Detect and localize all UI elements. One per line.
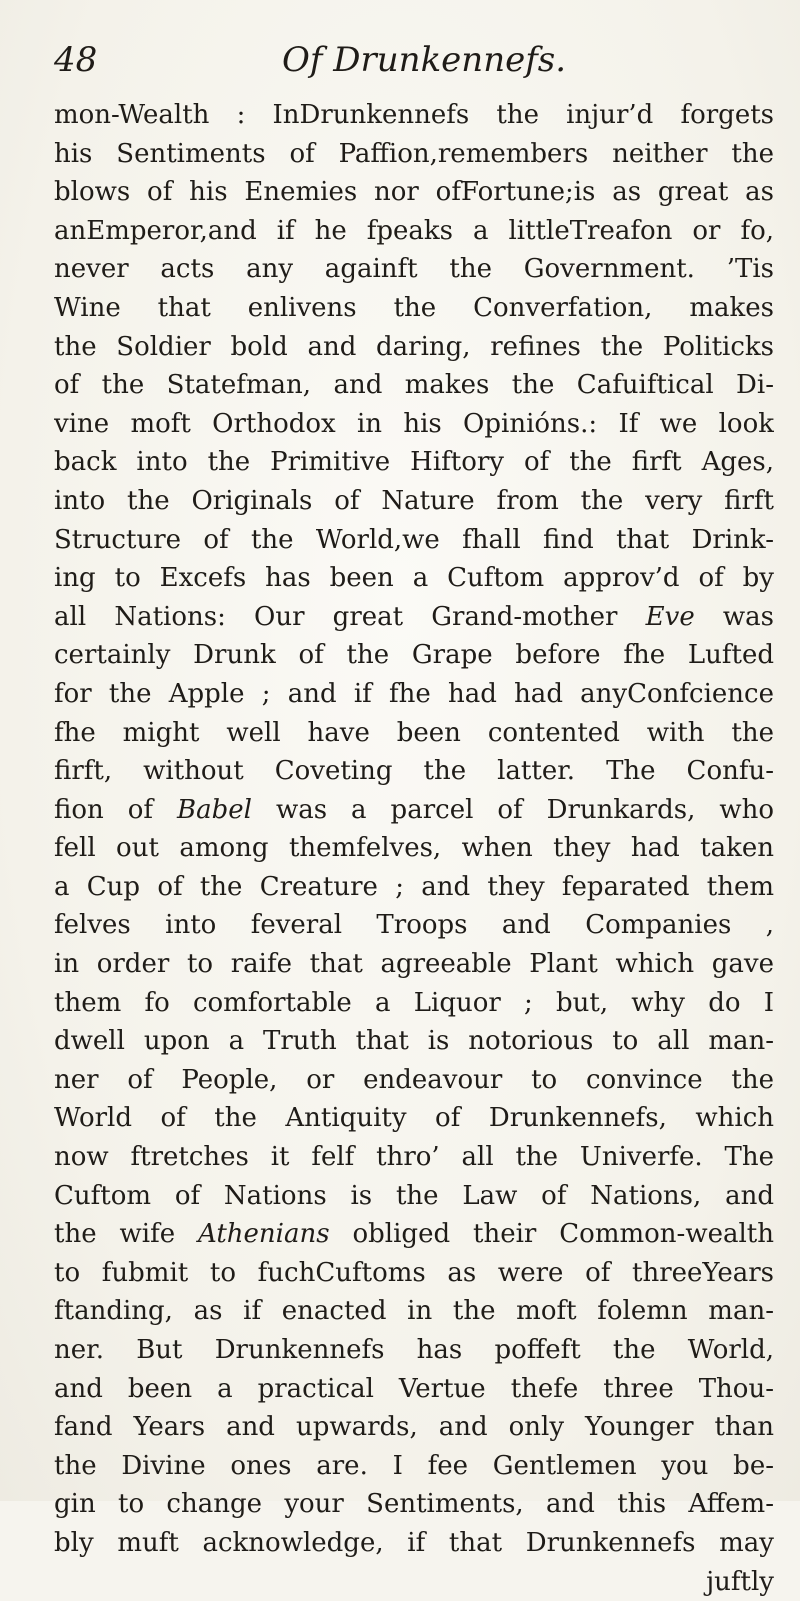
text-segment: now ftretches it felf thro’ all the Univerfe. The	[54, 1142, 774, 1173]
page-header	[0, 32, 800, 82]
text-line	[54, 1177, 774, 1216]
italic-text: Athenians	[198, 1219, 330, 1250]
text-segment: into the Originals of Nature from the very firft	[54, 485, 774, 516]
text-line	[54, 791, 774, 830]
text-segment: the Soldier bold and daring, refines the Politicks	[54, 331, 774, 362]
text-segment: back into the Primitive Hiftory of the firft Ages,	[54, 447, 774, 478]
text-segment: for the Apple ; and if fhe had had anyConfcience	[54, 678, 774, 709]
text-line	[54, 366, 774, 405]
text-line	[54, 1485, 774, 1524]
text-segment: ing to Excefs has been a Cuftom approv’d of by	[54, 563, 774, 594]
text-segment: Structure of the World,we fhall find that Drink-	[54, 524, 774, 555]
text-line	[54, 829, 774, 868]
italic-text: Eve	[645, 601, 695, 632]
text-line	[54, 945, 774, 984]
text-line	[54, 173, 774, 212]
text-segment: ftanding, as if enacted in the moft folemn man-	[54, 1296, 774, 1327]
text-segment: never acts any againft the Government. ’Tis	[54, 254, 774, 285]
page-number: 48	[54, 40, 98, 80]
text-segment: fhe might well have been contented with the	[54, 717, 774, 748]
text-line	[54, 1408, 774, 1447]
text-line	[54, 289, 774, 328]
text-line	[54, 443, 774, 482]
text-line	[54, 1524, 774, 1563]
text-segment: Wine that enlivens the Converfation, makes	[54, 292, 774, 323]
text-line	[54, 521, 774, 560]
text-line	[54, 96, 774, 135]
text-line	[54, 1022, 774, 1061]
text-segment: mon-Wealth : InDrunkennefs the injur’d forgets	[54, 100, 774, 130]
text-line	[54, 1215, 774, 1254]
body-text	[54, 96, 774, 1601]
text-line	[54, 984, 774, 1023]
text-line	[54, 868, 774, 907]
text-segment: to fubmit to fuchCuftoms as were of threeYears	[54, 1257, 774, 1288]
text-segment: in order to raife that agreeable Plant which gave	[54, 949, 774, 980]
text-line	[54, 1447, 774, 1486]
text-line	[54, 1292, 774, 1331]
text-segment: was a parcel of Drunkards, who	[251, 794, 774, 825]
text-segment: fell out among themfelves, when they had taken	[54, 833, 774, 864]
text-segment: vine moft Orthodox in his Opinións.: If we look	[54, 408, 774, 439]
text-line	[54, 250, 774, 289]
text-line	[54, 636, 774, 675]
text-segment: of the Statefman, and makes the Cafuiftical Di-	[54, 370, 774, 401]
text-segment: the Divine ones are. I fee Gentlemen you be-	[54, 1450, 774, 1481]
text-line	[54, 1099, 774, 1138]
text-segment: ner of People, or endeavour to convince the	[54, 1064, 774, 1095]
text-line	[54, 1331, 774, 1370]
text-segment: World of the Antiquity of Drunkennefs, which	[54, 1103, 774, 1134]
text-line	[54, 1138, 774, 1177]
text-line	[54, 1254, 774, 1293]
text-segment: felves into feveral Troops and Companies ,	[54, 910, 774, 941]
text-segment: a Cup of the Creature ; and they feparated them	[54, 871, 774, 902]
text-segment: fand Years and upwards, and only Younger than	[54, 1412, 774, 1443]
text-line	[54, 482, 774, 521]
text-segment: fion of	[54, 794, 178, 825]
text-line	[54, 328, 774, 367]
text-segment: his Sentiments of Paffion,remembers neither the	[54, 138, 774, 169]
text-line	[54, 405, 774, 444]
text-line	[54, 752, 774, 791]
text-line	[54, 1563, 774, 1601]
text-segment: was	[694, 601, 774, 632]
text-segment: blows of his Enemies nor ofFortune;is as great as	[54, 177, 774, 208]
italic-text: Babel	[177, 794, 252, 825]
text-line	[54, 675, 774, 714]
text-segment: bly muft acknowledge, if that Drunkennefs may	[54, 1527, 774, 1558]
text-line	[54, 212, 774, 251]
text-segment: ner. But Drunkennefs has poffeft the World,	[54, 1335, 774, 1365]
text-segment: the wife	[54, 1219, 199, 1250]
text-segment: anEmperor,and if he fpeaks a littleTreafon or fo,	[54, 215, 774, 246]
text-segment: obliged their Common-wealth	[329, 1219, 774, 1250]
text-line	[54, 135, 774, 174]
text-segment: dwell upon a Truth that is notorious to all man-	[54, 1026, 774, 1057]
text-segment: certainly Drunk of the Grape before fhe Lufted	[54, 640, 774, 671]
text-segment: gin to change your Sentiments, and this Affem-	[54, 1489, 774, 1520]
text-line	[54, 559, 774, 598]
text-segment: all Nations: Our great Grand-mother	[54, 601, 646, 632]
text-line	[54, 1061, 774, 1100]
text-segment: and been a practical Vertue thefe three Thou-	[54, 1373, 774, 1404]
text-line	[54, 598, 774, 637]
text-segment: them fo comfortable a Liquor ; but, why do I	[54, 987, 774, 1018]
text-line	[54, 714, 774, 753]
running-head: Of Drunkennefs.	[282, 40, 567, 80]
text-segment: juftly	[706, 1566, 774, 1597]
text-line	[54, 1370, 774, 1409]
text-segment: Cuftom of Nations is the Law of Nations, and	[54, 1180, 774, 1211]
text-segment: firft, without Coveting the latter. The Confu-	[54, 756, 774, 787]
text-line	[54, 906, 774, 945]
